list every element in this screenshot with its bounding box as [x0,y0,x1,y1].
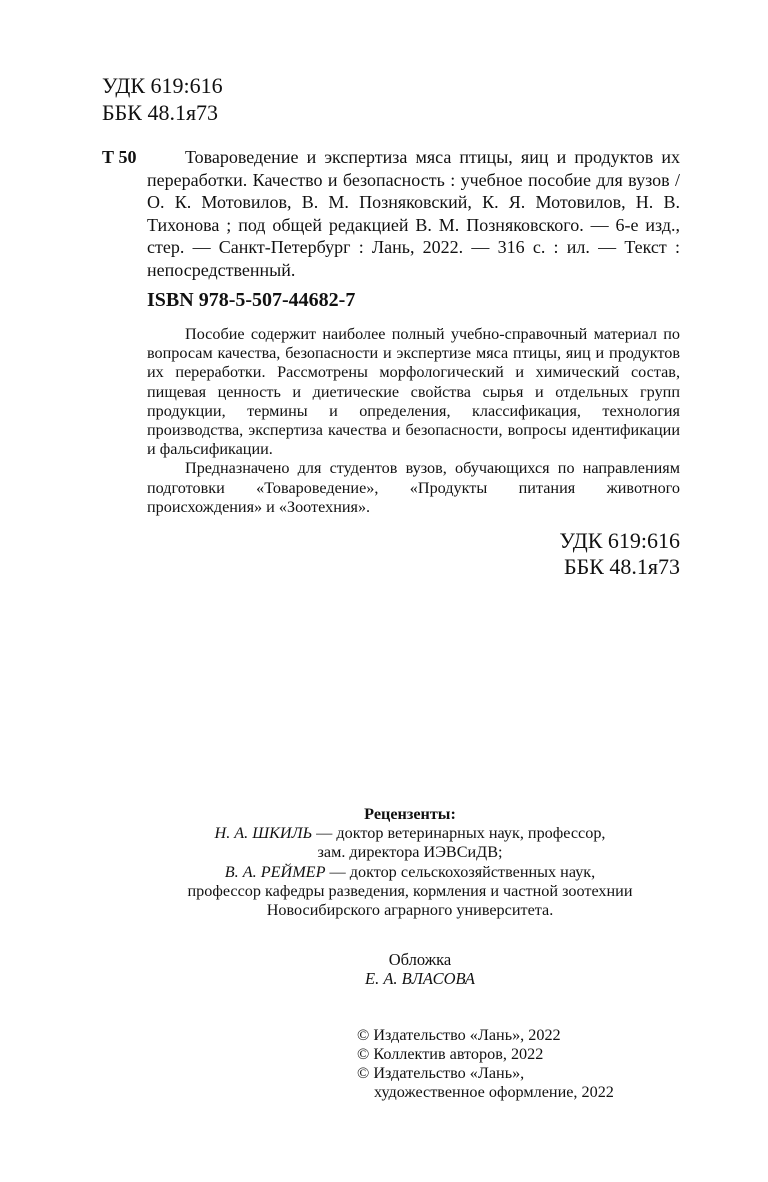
reviewer-1-name: Н. А. ШКИЛЬ [214,824,313,843]
reviewer-2-position: профессор кафедры разведения, кормления и частной зоотехнии [187,881,633,900]
bbk-code: ББК 48.1я73 [102,100,219,125]
annotation-paragraph-1: Пособие содержит наиболее полный учебно-справочный материал по вопросам качества, безопасности и экспертизе мяса птицы, яиц и продуктов их переработки. Рассмотрены морфологический и химический состав, пищевая ценность и диетические свойства сырья и отдельных групп продукции, термины и определения, классификация, технология производства, экспертиза качества и безопасности, вопросы идентификации и фальсификации. [147,325,680,459]
reviewers-heading: Рецензенты: [364,805,456,823]
copyright-publisher: © Издательство «Лань», 2022 [357,1026,561,1044]
udk-code-bottom: УДК 619:616 [559,528,680,553]
reviewer-2-desc: — доктор сельскохозяйственных наук, [325,862,596,881]
reviewer-2-university: Новосибирского аграрного университета. [266,901,554,920]
reviewer-1-desc: — доктор ветеринарных наук, профессор, [312,824,606,843]
cover-designer: Е. А. ВЛАСОВА [364,969,476,988]
isbn: ISBN 978-5-507-44682-7 [147,289,356,311]
udk-block-bottom [559,528,680,580]
copyright-design: © Издательство «Лань», [357,1064,525,1082]
author-mark: Т 50 [102,147,137,167]
udk-code: УДК 619:616 [102,73,223,98]
annotation-paragraph-2: Предназначено для студентов вузов, обучающихся по направлениям подготовки «Товароведение», «Продукты питания животного происхождения» и «Зоотехния». [147,459,680,516]
copyright-authors: © Коллектив авторов, 2022 [357,1045,544,1063]
bibliographic-entry: Товароведение и экспертиза мяса птицы, яиц и продуктов их переработки. Качество и безопасность : учебное пособие для вузов / О. К. Мотовилов, В. М. Позняковский, К. Я. Мотовилов, Н. В. Тихонова ; под общей редакцией В. М. Позняковского. — 6-е изд., стер. — Санкт-Петербург : Лань, 2022. — 316 с. : ил. — Текст : непосредственный. [147,147,680,280]
reviewer-2-name: В. А. РЕЙМЕР [224,862,326,881]
reviewers-block [145,805,675,920]
reviewer-1-position: зам. директора ИЭВСиДВ; [317,843,503,862]
cover-credit [330,950,510,988]
copyright-design-line2: художественное оформление, 2022 [374,1083,614,1101]
copyright-block [357,1026,614,1102]
udk-block-top [102,72,223,126]
reviewer-1 [145,824,675,843]
annotation [147,325,680,517]
bbk-code-bottom: ББК 48.1я73 [563,554,680,579]
reviewer-2 [145,863,675,882]
cover-label: Обложка [388,950,452,969]
